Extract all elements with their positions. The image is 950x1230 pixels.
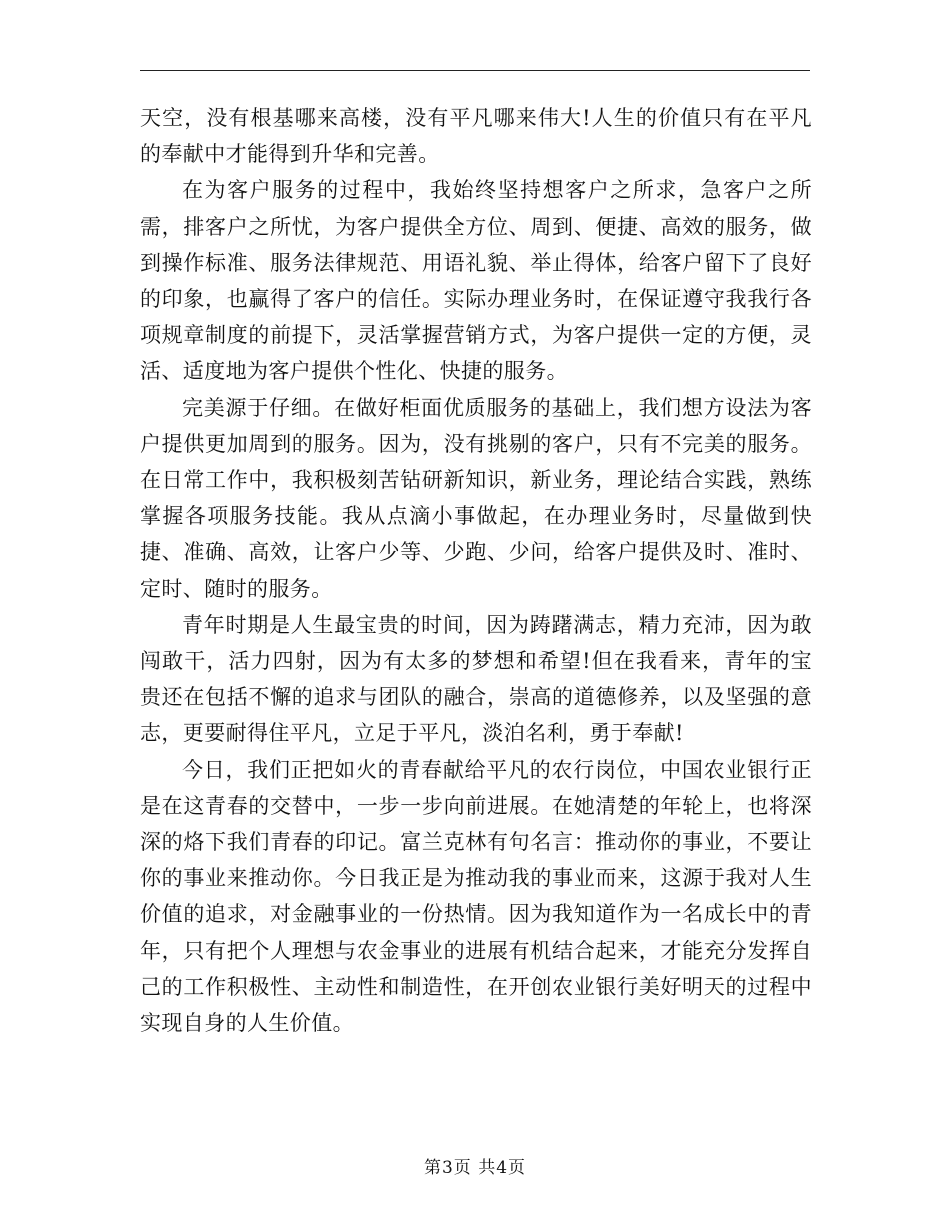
footer-current-page: 3 [441, 1158, 454, 1178]
footer-middle: 页 共 [453, 1158, 497, 1178]
paragraph-1: 天空，没有根基哪来高楼，没有平凡哪来伟大!人生的价值只有在平凡的奉献中才能得到升华和完善。 [140, 106, 812, 167]
paragraph-3: 完美源于仔细。在做好柜面优质服务的基础上，我们想方设法为客户提供更加周到的服务。因为，没有挑剔的客户，只有不完美的服务。在日常工作中，我积极刻苦钻研新知识，新业务，理论结合实践，熟练掌握各项服务技能。我从点滴小事做起，在办理业务时，尽量做到快捷、准确、高效，让客户少等、少跑、少问，给客户提供及时、准时、定时、随时的服务。 [140, 395, 812, 601]
paragraph-4: 青年时期是人生最宝贵的时间，因为踌躇满志，精力充沛，因为敢闯敢干，活力四射，因为有太多的梦想和希望!但在我看来，青年的宝贵还在包括不懈的追求与团队的融合，崇高的道德修养，以及坚强的意志，更要耐得住平凡，立足于平凡，淡泊名利，勇于奉献! [140, 612, 812, 746]
paragraph-5: 今日，我们正把如火的青春献给平凡的农行岗位，中国农业银行正是在这青春的交替中，一步一步向前进展。在她清楚的年轮上，也将深深的烙下我们青春的印记。富兰克林有句名言：推动你的事业，不要让你的事业来推动你。今日我正是为推动我的事业而来，这源于我对人生价值的追求，对金融事业的一份热情。因为我知道作为一名成长中的青年，只有把个人理想与农金事业的进展有机结合起来，才能充分发挥自己的工作积极性、主动性和制造性，在开创农业银行美好明天的过程中实现自身的人生价值。 [140, 757, 812, 1036]
footer-suffix: 页 [508, 1158, 527, 1178]
paragraph-2: 在为客户服务的过程中，我始终坚持想客户之所求，急客户之所需，排客户之所忧，为客户提供全方位、周到、便捷、高效的服务，做到操作标准、服务法律规范、用语礼貌、举止得体，给客户留下了良好的印象，也赢得了客户的信任。实际办理业务时，在保证遵守我我行各项规章制度的前提下，灵活掌握营销方式，为客户提供一定的方便，灵活、适度地为客户提供个性化、快捷的服务。 [140, 178, 812, 384]
page-footer [0, 1156, 950, 1180]
footer-total-pages: 4 [496, 1158, 509, 1178]
document-body [140, 100, 812, 1041]
header-rule [140, 70, 810, 71]
footer-prefix: 第 [423, 1158, 442, 1178]
